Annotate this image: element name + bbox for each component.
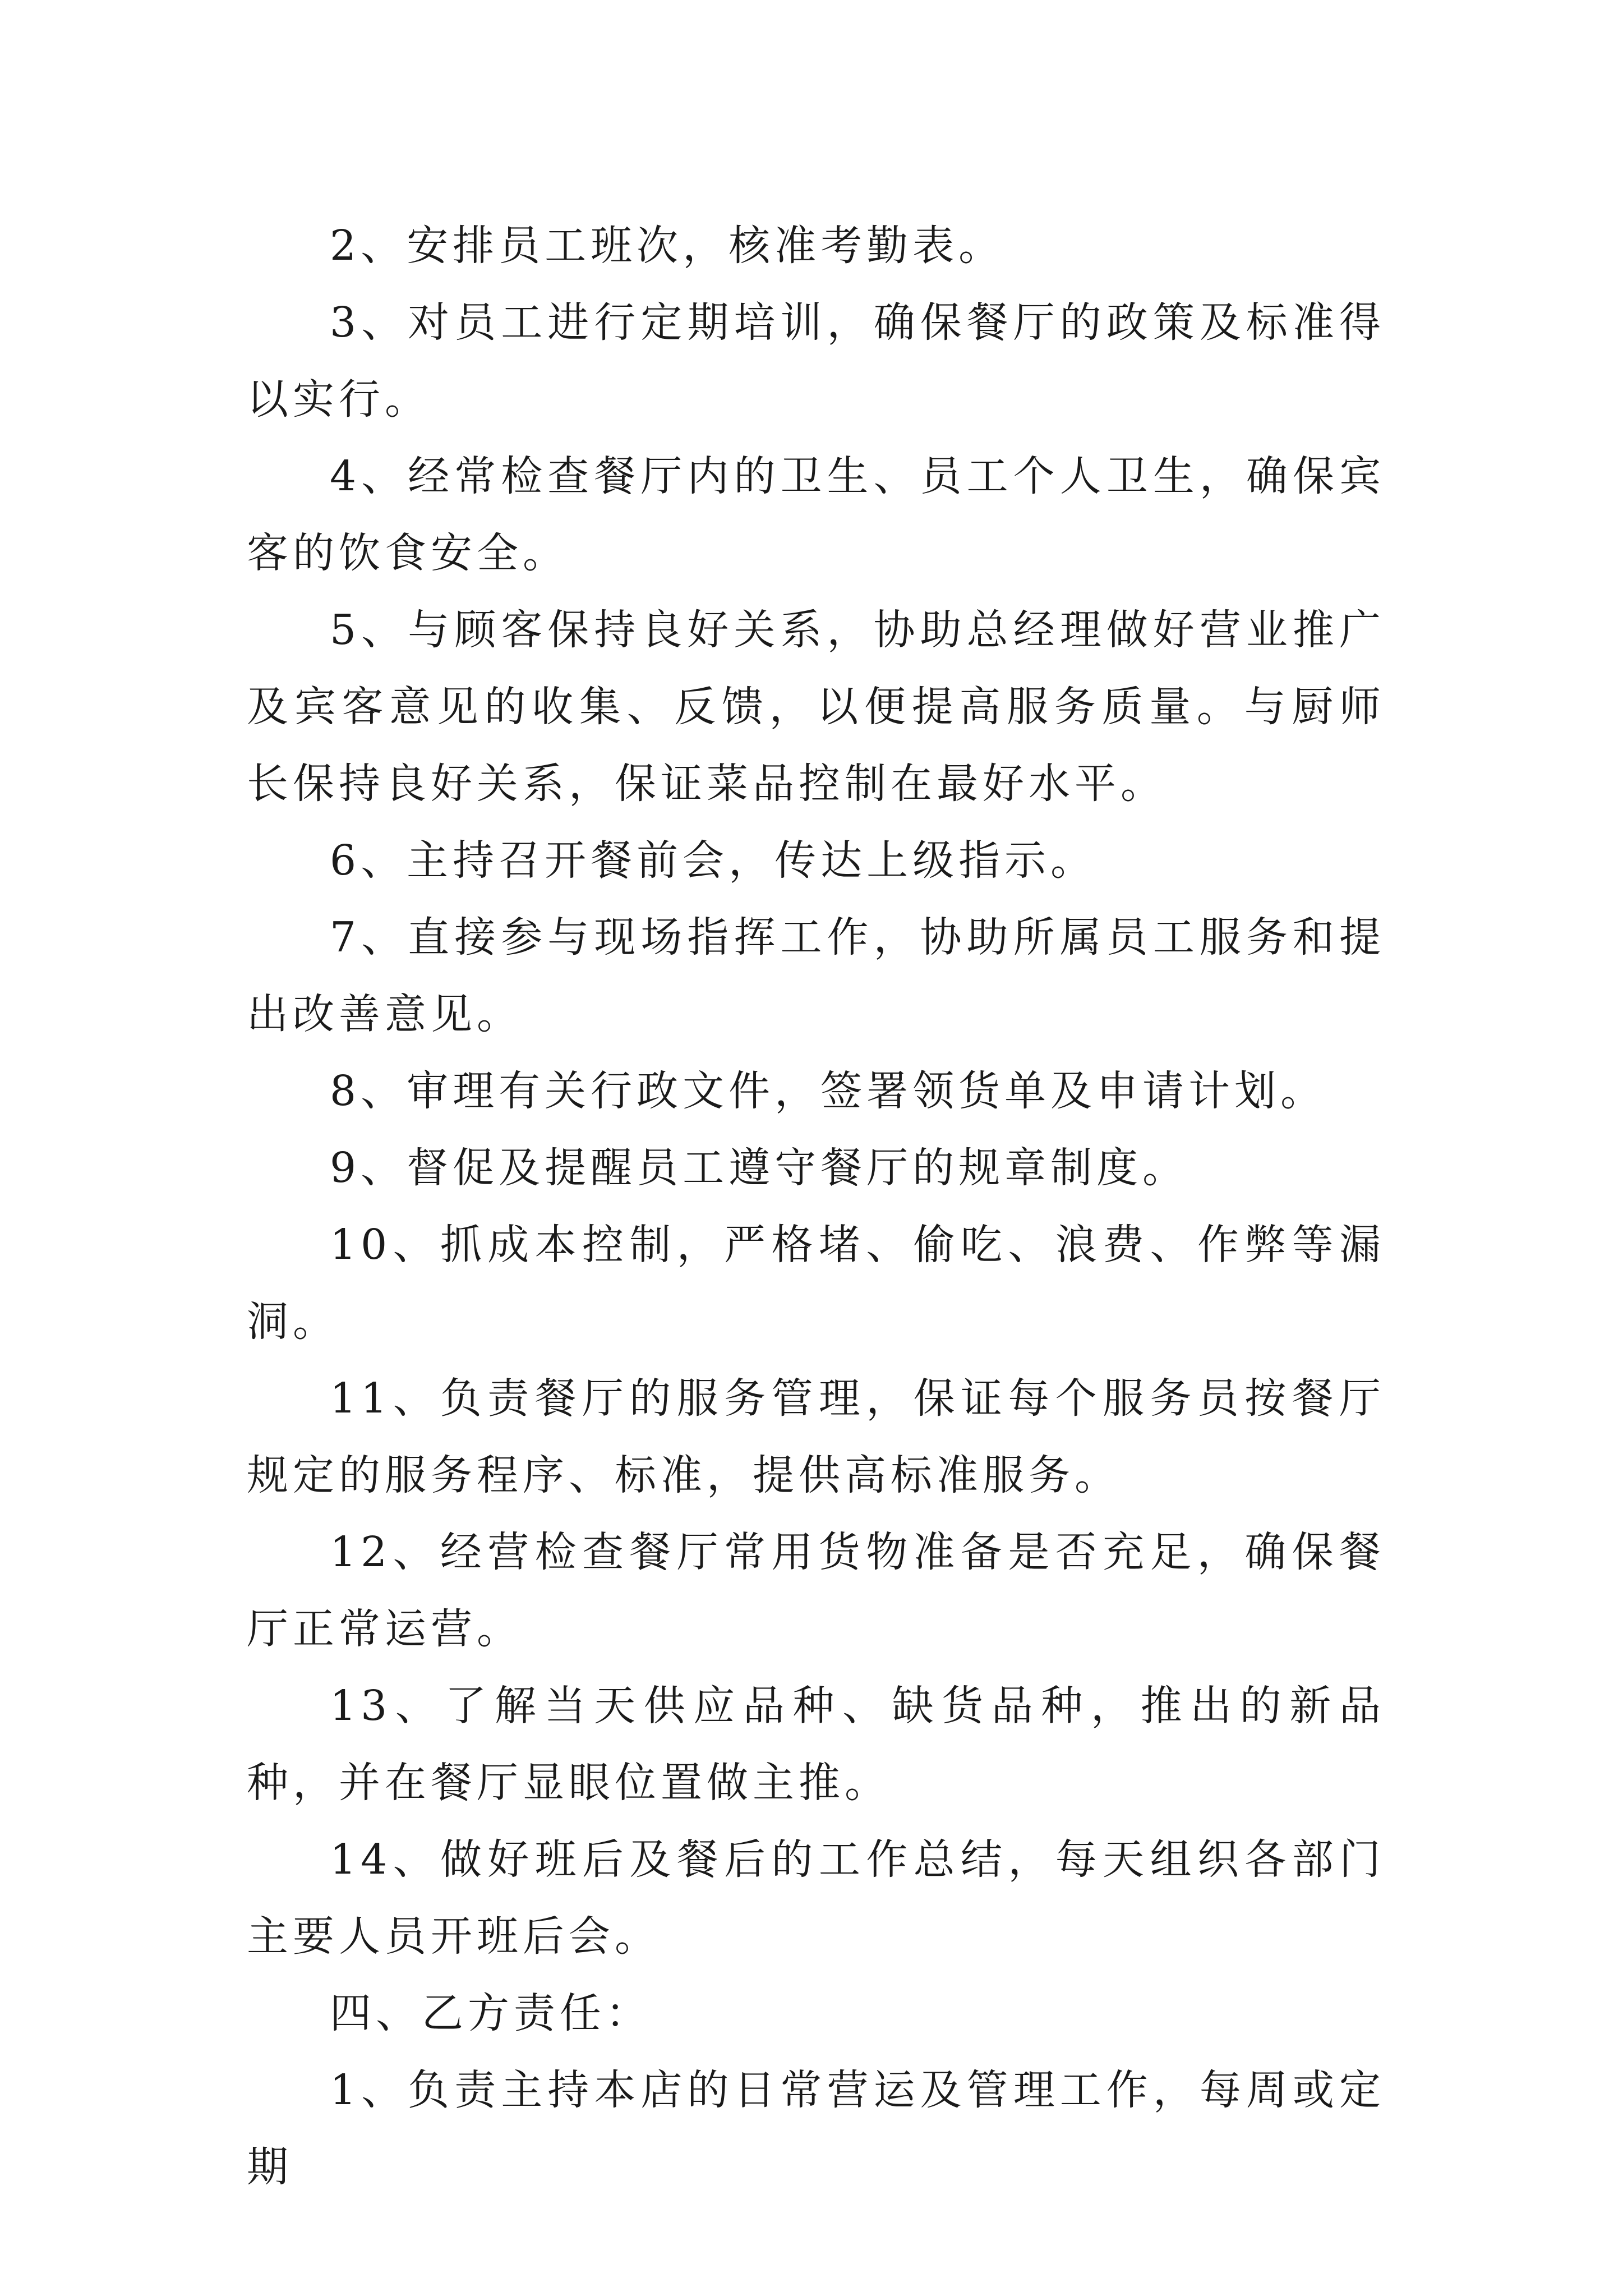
- document-body: [247, 208, 1385, 2206]
- paragraph-10: 10、抓成本控制，严格堵、偷吃、浪费、作弊等漏洞。: [247, 1221, 1385, 1346]
- paragraph-6: 6、主持召开餐前会，传达上级指示。: [330, 836, 1097, 885]
- paragraph-7: 7、直接参与现场指挥工作，协助所属员工服务和提出改善意见。: [247, 913, 1385, 1038]
- paragraph-2: 2、安排员工班次，核准考勤表。: [330, 222, 1005, 270]
- paragraph-5: 5、与顾客保持良好关系，协助总经理做好营业推广及宾客意见的收集、反馈，以便提高服务质量。与厨师长保持良好关系，保证菜品控制在最好水平。: [247, 606, 1385, 808]
- paragraph-11: 11、负责餐厅的服务管理，保证每个服务员按餐厅规定的服务程序、标准，提供高标准服务。: [247, 1374, 1385, 1499]
- paragraph-9: 9、督促及提醒员工遵守餐厅的规章制度。: [330, 1144, 1189, 1192]
- section-heading-party-b: 四、乙方责任：: [330, 1989, 652, 2037]
- paragraph-3: 3、对员工进行定期培训，确保餐厅的政策及标准得以实行。: [247, 298, 1385, 424]
- paragraph-12: 12、经营检查餐厅常用货物准备是否充足，确保餐厅正常运营。: [247, 1528, 1385, 1653]
- paragraph-13: 13、了解当天供应品种、缺货品种，推出的新品种，并在餐厅显眼位置做主推。: [247, 1682, 1385, 1807]
- paragraph-14: 14、做好班后及餐后的工作总结，每天组织各部门主要人员开班后会。: [247, 1835, 1385, 1961]
- paragraph-b1: 1、负责主持本店的日常营运及管理工作，每周或定期: [247, 2066, 1385, 2191]
- paragraph-4: 4、经常检查餐厅内的卫生、员工个人卫生，确保宾客的饮食安全。: [247, 452, 1385, 577]
- paragraph-8: 8、审理有关行政文件，签署领货单及申请计划。: [330, 1067, 1327, 1115]
